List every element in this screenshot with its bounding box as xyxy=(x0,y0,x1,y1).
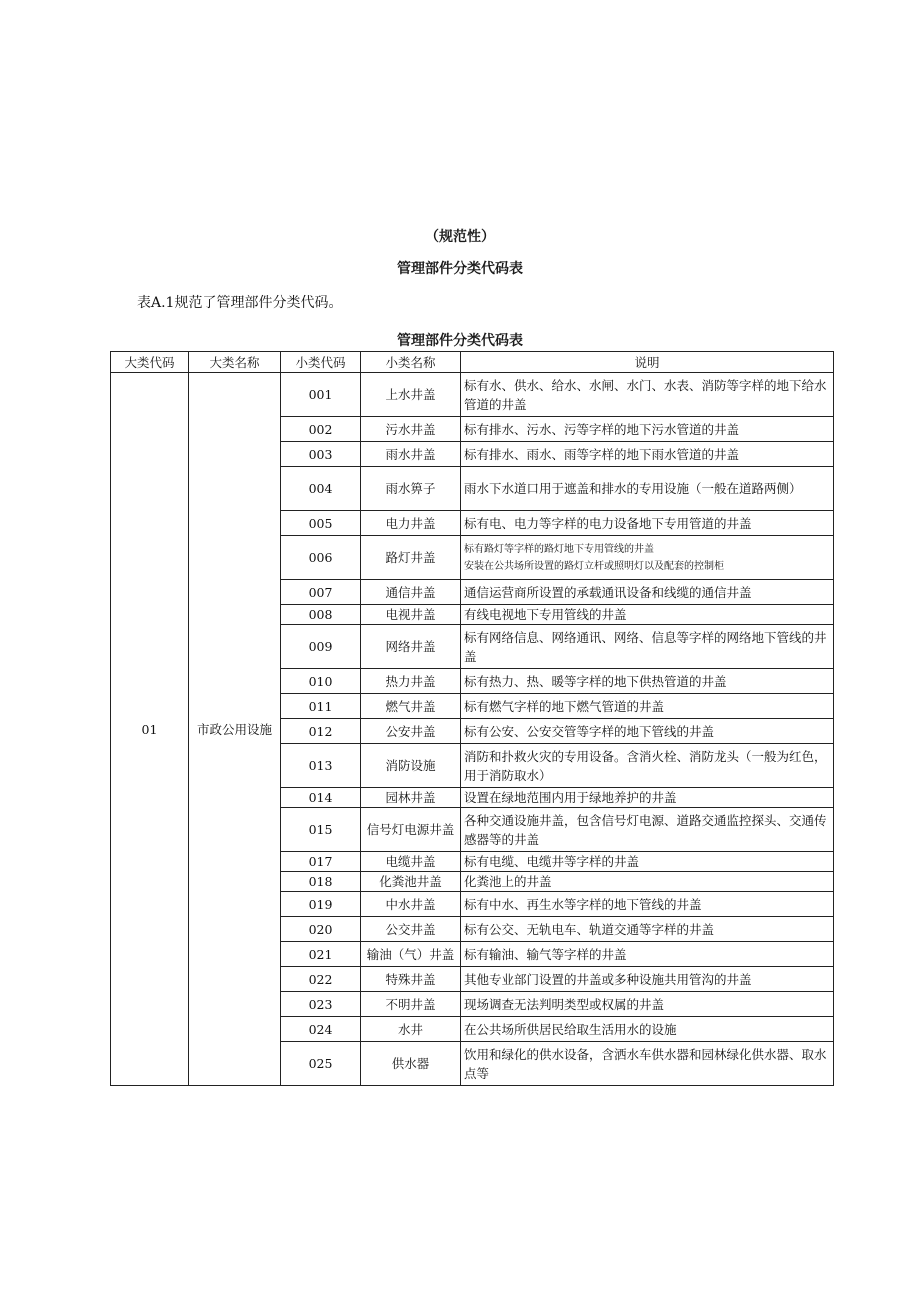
description-cell: 化粪池上的井盖 xyxy=(461,872,834,892)
minor-code-cell: 006 xyxy=(281,536,361,580)
description-cell: 标有公安、公安交管等字样的地下管线的井盖 xyxy=(461,719,834,744)
minor-code-cell: 005 xyxy=(281,511,361,536)
description-cell: 标有电缆、电缆井等字样的井盖 xyxy=(461,852,834,872)
minor-code-cell: 015 xyxy=(281,808,361,852)
header-minor-code: 小类代码 xyxy=(281,352,361,373)
minor-code-cell: 003 xyxy=(281,442,361,467)
minor-name-cell: 热力井盖 xyxy=(361,669,461,694)
major-name-cell: 市政公用设施 xyxy=(189,373,281,1086)
description-cell: 有线电视地下专用管线的井盖 xyxy=(461,605,834,625)
minor-name-cell: 电力井盖 xyxy=(361,511,461,536)
description-line: 标有路灯等字样的路灯地下专用管线的井盖 xyxy=(464,543,654,555)
description-cell: 标有燃气字样的地下燃气管道的井盖 xyxy=(461,694,834,719)
description-cell: 设置在绿地范围内用于绿地养护的井盖 xyxy=(461,788,834,808)
intro-paragraph: 表A.1规范了管理部件分类代码。 xyxy=(137,295,343,311)
minor-name-cell: 燃气井盖 xyxy=(361,694,461,719)
description-cell: 饮用和绿化的供水设备，含洒水车供水器和园林绿化供水器、取水点等 xyxy=(461,1042,834,1086)
minor-name-cell: 雨水箅子 xyxy=(361,467,461,511)
minor-code-cell: 018 xyxy=(281,872,361,892)
description-cell: 在公共场所供居民给取生活用水的设施 xyxy=(461,1017,834,1042)
minor-code-cell: 009 xyxy=(281,625,361,669)
minor-code-cell: 011 xyxy=(281,694,361,719)
minor-code-cell: 007 xyxy=(281,580,361,605)
header-description: 说明 xyxy=(461,352,834,373)
minor-name-cell: 消防设施 xyxy=(361,744,461,788)
classification-code-table xyxy=(110,351,834,1086)
minor-name-cell: 公安井盖 xyxy=(361,719,461,744)
minor-code-cell: 020 xyxy=(281,917,361,942)
description-cell: 标有公交、无轨电车、轨道交通等字样的井盖 xyxy=(461,917,834,942)
description-cell: 标有中水、再生水等字样的地下管线的井盖 xyxy=(461,892,834,917)
minor-name-cell: 上水井盖 xyxy=(361,373,461,417)
minor-name-cell: 水井 xyxy=(361,1017,461,1042)
minor-code-cell: 012 xyxy=(281,719,361,744)
description-cell: 通信运营商所设置的承载通讯设备和线缆的通信井盖 xyxy=(461,580,834,605)
minor-name-cell: 公交井盖 xyxy=(361,917,461,942)
minor-name-cell: 供水器 xyxy=(361,1042,461,1086)
minor-name-cell: 中水井盖 xyxy=(361,892,461,917)
minor-code-cell: 019 xyxy=(281,892,361,917)
header-major-name: 大类名称 xyxy=(189,352,281,373)
minor-name-cell: 电缆井盖 xyxy=(361,852,461,872)
description-cell: 现场调查无法判明类型或权属的井盖 xyxy=(461,992,834,1017)
header-minor-name: 小类名称 xyxy=(361,352,461,373)
header-major-code: 大类代码 xyxy=(111,352,189,373)
minor-code-cell: 021 xyxy=(281,942,361,967)
minor-code-cell: 017 xyxy=(281,852,361,872)
minor-code-cell: 010 xyxy=(281,669,361,694)
minor-name-cell: 园林井盖 xyxy=(361,788,461,808)
minor-name-cell: 不明井盖 xyxy=(361,992,461,1017)
minor-code-cell: 004 xyxy=(281,467,361,511)
minor-name-cell: 雨水井盖 xyxy=(361,442,461,467)
minor-name-cell: 化粪池井盖 xyxy=(361,872,461,892)
table-caption: 管理部件分类代码表 xyxy=(397,333,523,349)
appendix-heading: 管理部件分类代码表 xyxy=(397,261,523,277)
description-cell: 标有排水、雨水、雨等字样的地下雨水管道的井盖 xyxy=(461,442,834,467)
minor-name-cell: 路灯井盖 xyxy=(361,536,461,580)
minor-code-cell: 002 xyxy=(281,417,361,442)
description-cell xyxy=(461,536,834,580)
description-cell: 标有网络信息、网络通讯、网络、信息等字样的网络地下管线的井盖 xyxy=(461,625,834,669)
minor-name-cell: 网络井盖 xyxy=(361,625,461,669)
minor-code-cell: 024 xyxy=(281,1017,361,1042)
minor-code-cell: 025 xyxy=(281,1042,361,1086)
description-cell: 其他专业部门设置的井盖或多种设施共用管沟的井盖 xyxy=(461,967,834,992)
minor-code-cell: 022 xyxy=(281,967,361,992)
description-line: 安装在公共场所设置的路灯立杆或照明灯以及配套的控制柜 xyxy=(464,560,724,572)
description-cell: 标有排水、污水、污等字样的地下污水管道的井盖 xyxy=(461,417,834,442)
minor-code-cell: 001 xyxy=(281,373,361,417)
description-cell: 标有电、电力等字样的电力设备地下专用管道的井盖 xyxy=(461,511,834,536)
minor-code-cell: 008 xyxy=(281,605,361,625)
description-cell: 标有输油、输气等字样的井盖 xyxy=(461,942,834,967)
minor-name-cell: 输油（气）井盖 xyxy=(361,942,461,967)
minor-name-cell: 特殊井盖 xyxy=(361,967,461,992)
minor-name-cell: 污水井盖 xyxy=(361,417,461,442)
description-cell: 标有热力、热、暖等字样的地下供热管道的井盖 xyxy=(461,669,834,694)
minor-name-cell: 电视井盖 xyxy=(361,605,461,625)
description-cell: 雨水下水道口用于遮盖和排水的专用设施（一般在道路两侧） xyxy=(461,467,834,511)
description-cell: 消防和扑救火灾的专用设备。含消火栓、消防龙头（一般为红色，用于消防取水） xyxy=(461,744,834,788)
minor-code-cell: 014 xyxy=(281,788,361,808)
table-header-row xyxy=(111,352,834,373)
minor-code-cell: 013 xyxy=(281,744,361,788)
table-row xyxy=(111,373,834,417)
description-cell: 标有水、供水、给水、水闸、水门、水表、消防等字样的地下给水管道的井盖 xyxy=(461,373,834,417)
major-code-cell: 01 xyxy=(111,373,189,1086)
minor-name-cell: 信号灯电源井盖 xyxy=(361,808,461,852)
minor-code-cell: 023 xyxy=(281,992,361,1017)
appendix-subtitle: （规范性） xyxy=(425,229,495,245)
minor-name-cell: 通信井盖 xyxy=(361,580,461,605)
description-cell: 各种交通设施井盖，包含信号灯电源、道路交通监控探头、交通传感器等的井盖 xyxy=(461,808,834,852)
